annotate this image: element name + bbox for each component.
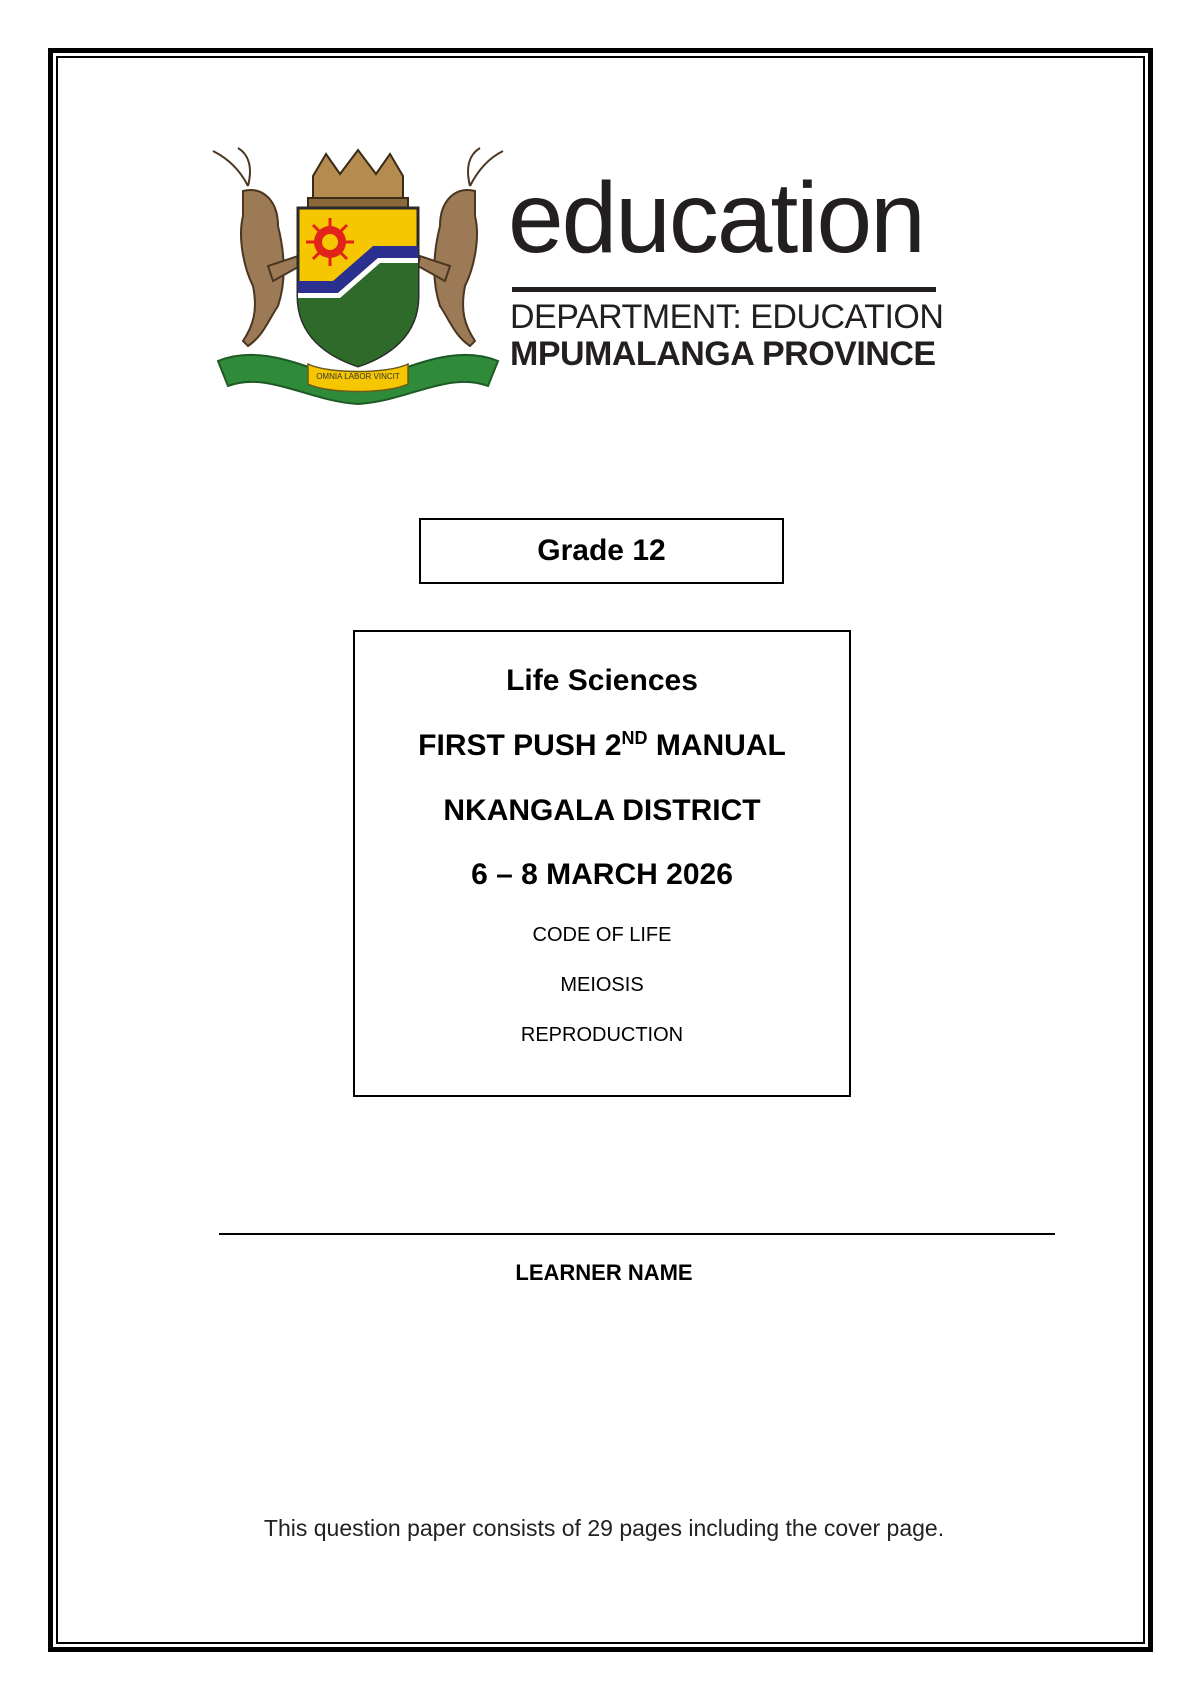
coat-of-arms-logo [208, 146, 508, 408]
page-count-note: This question paper consists of 29 pages including the cover page. [263, 1515, 945, 1541]
brand-divider [512, 287, 936, 292]
manual-title-superscript: ND [621, 728, 648, 748]
manual-title-suffix: MANUAL [647, 729, 786, 762]
cover-info-box [353, 630, 851, 1097]
brand-education-text: education [508, 162, 924, 274]
brand-province-text: MPUMALANGA PROVINCE [510, 335, 936, 373]
date-range: 6 – 8 MARCH 2026 [471, 858, 733, 891]
learner-name-label: LEARNER NAME [515, 1260, 693, 1285]
brand-department-text: DEPARTMENT: EDUCATION [510, 298, 944, 336]
manual-title [355, 729, 849, 763]
svg-text:OMNIA LABOR VINCIT: OMNIA LABOR VINCIT [316, 372, 400, 381]
grade-box: Grade 12 [419, 518, 784, 584]
subject-title: Life Sciences [506, 664, 698, 697]
manual-title-prefix: FIRST PUSH 2 [418, 729, 622, 762]
topic-code-of-life: CODE OF LIFE [532, 924, 672, 946]
district-title: NKANGALA DISTRICT [443, 794, 761, 827]
topic-meiosis: MEIOSIS [560, 974, 644, 996]
learner-name-line [219, 1233, 1055, 1235]
topic-reproduction: REPRODUCTION [520, 1024, 684, 1046]
